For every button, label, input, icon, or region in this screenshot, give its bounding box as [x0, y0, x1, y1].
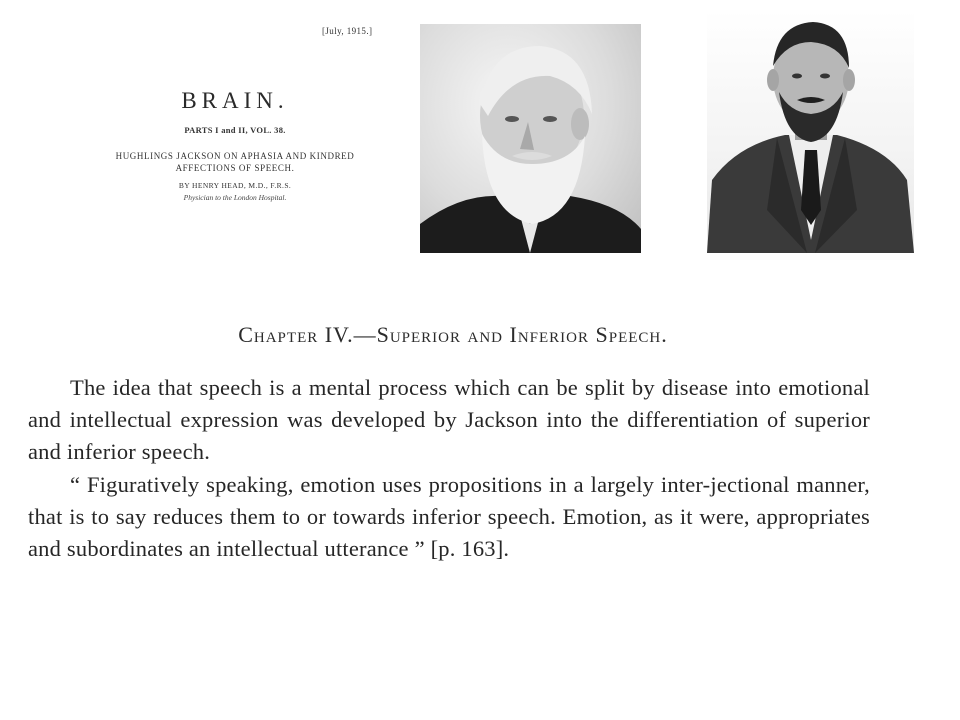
article-title-line-1: HUGHLINGS JACKSON ON APHASIA AND KINDRED — [115, 151, 355, 161]
portrait-young-man — [707, 10, 914, 253]
book-excerpt — [28, 312, 878, 612]
journal-name: BRAIN. — [181, 88, 289, 113]
bearded-elderly-man-portrait-icon — [420, 24, 641, 253]
portrait-elderly-man — [420, 24, 641, 253]
article-title-line-2: AFFECTIONS OF SPEECH. — [175, 163, 295, 173]
chapter-heading: Chapter IV.—Superior and Inferior Speech. — [238, 322, 668, 347]
excerpt-paragraph-2: “ Figuratively speaking, emotion uses propositions in a largely inter-jectional manner, that is to say reduces them to or towards inferior speech. Emotion, as it were, appropriates and subordinates an intellectual utterance ” [p. 163]. — [28, 472, 870, 561]
article-author: BY HENRY HEAD, M.D., F.R.S. — [178, 181, 292, 190]
article-title — [70, 150, 400, 174]
journal-volume: PARTS I and II, VOL. 38. — [184, 125, 286, 135]
journal-title-page — [70, 14, 400, 214]
author-affiliation: Physician to the London Hospital. — [183, 193, 287, 202]
bearded-young-man-portrait-icon — [707, 10, 914, 253]
excerpt-paragraph-1: The idea that speech is a mental process which can be split by disease into emotional and intellectual expression was developed by Jackson into the differentiation of superior and inferior speech. — [28, 375, 870, 464]
journal-date: [July, 1915.] — [322, 26, 373, 36]
